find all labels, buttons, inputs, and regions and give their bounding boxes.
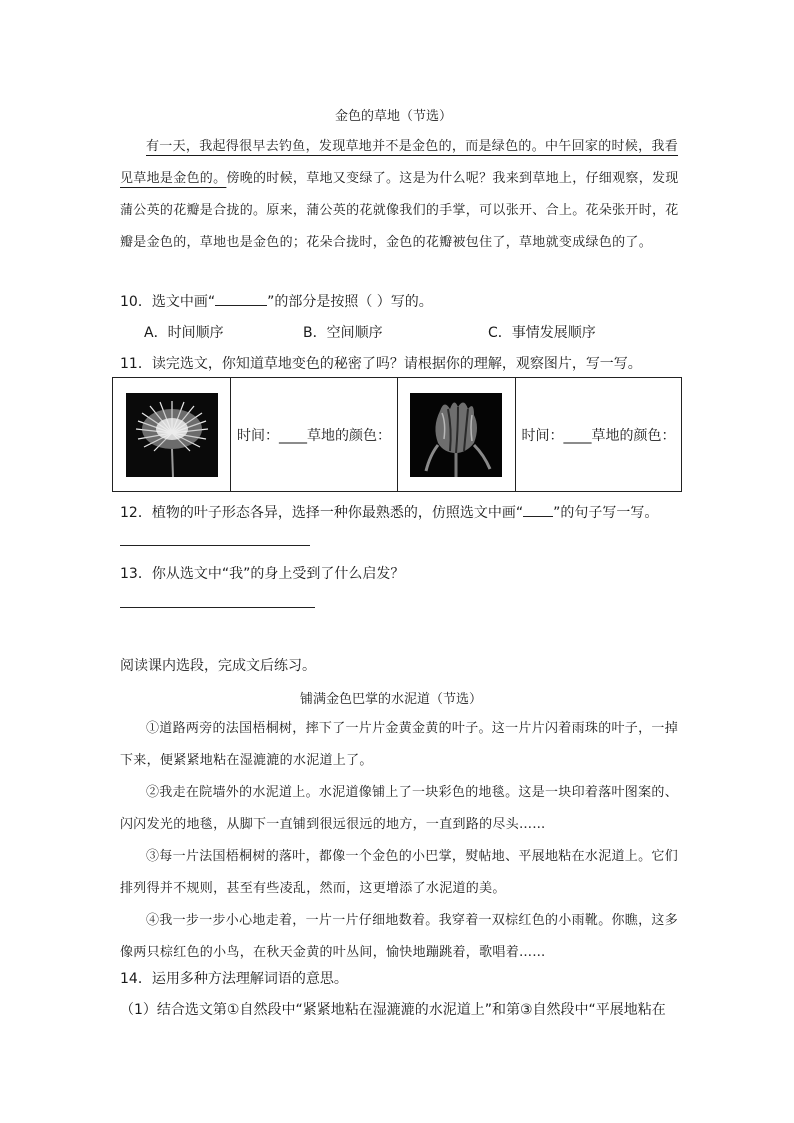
answer-cell-2[interactable]: 时间：____草地的颜色： xyxy=(515,378,682,492)
question-13: 13．你从选文中“我”的身上受到了什么启发？ xyxy=(120,566,405,582)
option-c[interactable]: C．事情发展顺序 xyxy=(488,325,596,341)
underlined-sentence: 有一天，我起得很早去钓鱼，发现草地并不是金色的，而是绿色的。中午回家的时候，我看见草地是金色的。 xyxy=(120,139,679,186)
question-10 xyxy=(120,291,433,311)
passage-paragraph xyxy=(120,131,680,259)
question-14-part-1: （1）结合选文第①自然段中“紧紧地粘在湿漉漉的水泥道上”和第③自然段中“平展地粘在 xyxy=(120,1002,666,1018)
question-10-suffix: ”的部分是按照（ ）写的。 xyxy=(267,294,433,310)
paragraph-1: ①道路两旁的法国梧桐树，摔下了一片片金黄金黄的叶子。这一片片闪着雨珠的叶子，一掉下来，便紧紧地粘在湿漉漉的水泥道上了。 xyxy=(120,721,679,768)
question-12 xyxy=(120,502,658,522)
question-11: 11．读完选文，你知道草地变色的秘密了吗？请根据你的理解，观察图片，写一写。 xyxy=(120,356,642,372)
paragraph-4: ④我一步一步小心地走着，一片一片仔细地数着。我穿着一双棕红色的小雨靴。你瞧，这多像两只棕红色的小鸟，在秋天金黄的叶丛间，愉快地蹦跳着，歌唱着…… xyxy=(120,913,679,960)
answer-table xyxy=(112,377,682,492)
dandelion-closed-photo xyxy=(410,393,502,477)
answer-cell-1[interactable]: 时间：____草地的颜色： xyxy=(231,378,398,492)
underline-marker xyxy=(215,293,267,306)
underline-marker xyxy=(523,504,553,517)
option-b[interactable]: B．空间顺序 xyxy=(303,325,383,341)
question-10-prefix: 10．选文中画“ xyxy=(120,294,216,310)
passage-text: 傍晚的时候，草地又变绿了。这是为什么呢？我来到草地上，仔细观察，发现蒲公英的花瓣是合拢的。原来，蒲公英的花就像我们的手掌，可以张开、合上。花朵张开时，花瓣是金色的，草地也是金色的；花朵合拢时，金色的花瓣被包住了，草地就变成绿色的了。 xyxy=(120,171,679,250)
passage-title: 金色的草地（节选） xyxy=(335,109,453,124)
option-a[interactable]: A．时间顺序 xyxy=(144,325,224,341)
answer-line-13[interactable] xyxy=(120,607,315,608)
image-cell-2 xyxy=(397,378,515,492)
paragraph-3: ③每一片法国梧桐树的落叶，都像一个金色的小巴掌，熨帖地、平展地粘在水泥道上。它们排列得并不规则，甚至有些凌乱，然而，这更增添了水泥道的美。 xyxy=(120,849,679,896)
question-12-suffix: ”的句子写一写。 xyxy=(553,505,659,521)
image-cell-1 xyxy=(113,378,231,492)
question-14: 14．运用多种方法理解词语的意思。 xyxy=(120,971,348,987)
answer-line-12[interactable] xyxy=(120,545,310,546)
question-12-prefix: 12．植物的叶子形态各异，选择一种你最熟悉的，仿照选文中画“ xyxy=(120,505,524,521)
passage-2-title: 铺满金色巴掌的水泥道（节选） xyxy=(300,692,483,707)
paragraph-2: ②我走在院墙外的水泥道上。水泥道像铺上了一块彩色的地毯。这是一块印着落叶图案的、闪闪发光的地毯，从脚下一直铺到很远很远的地方，一直到路的尽头…… xyxy=(120,785,679,832)
section-intro: 阅读课内选段，完成文后练习。 xyxy=(120,658,316,674)
dandelion-open-photo xyxy=(126,393,218,477)
